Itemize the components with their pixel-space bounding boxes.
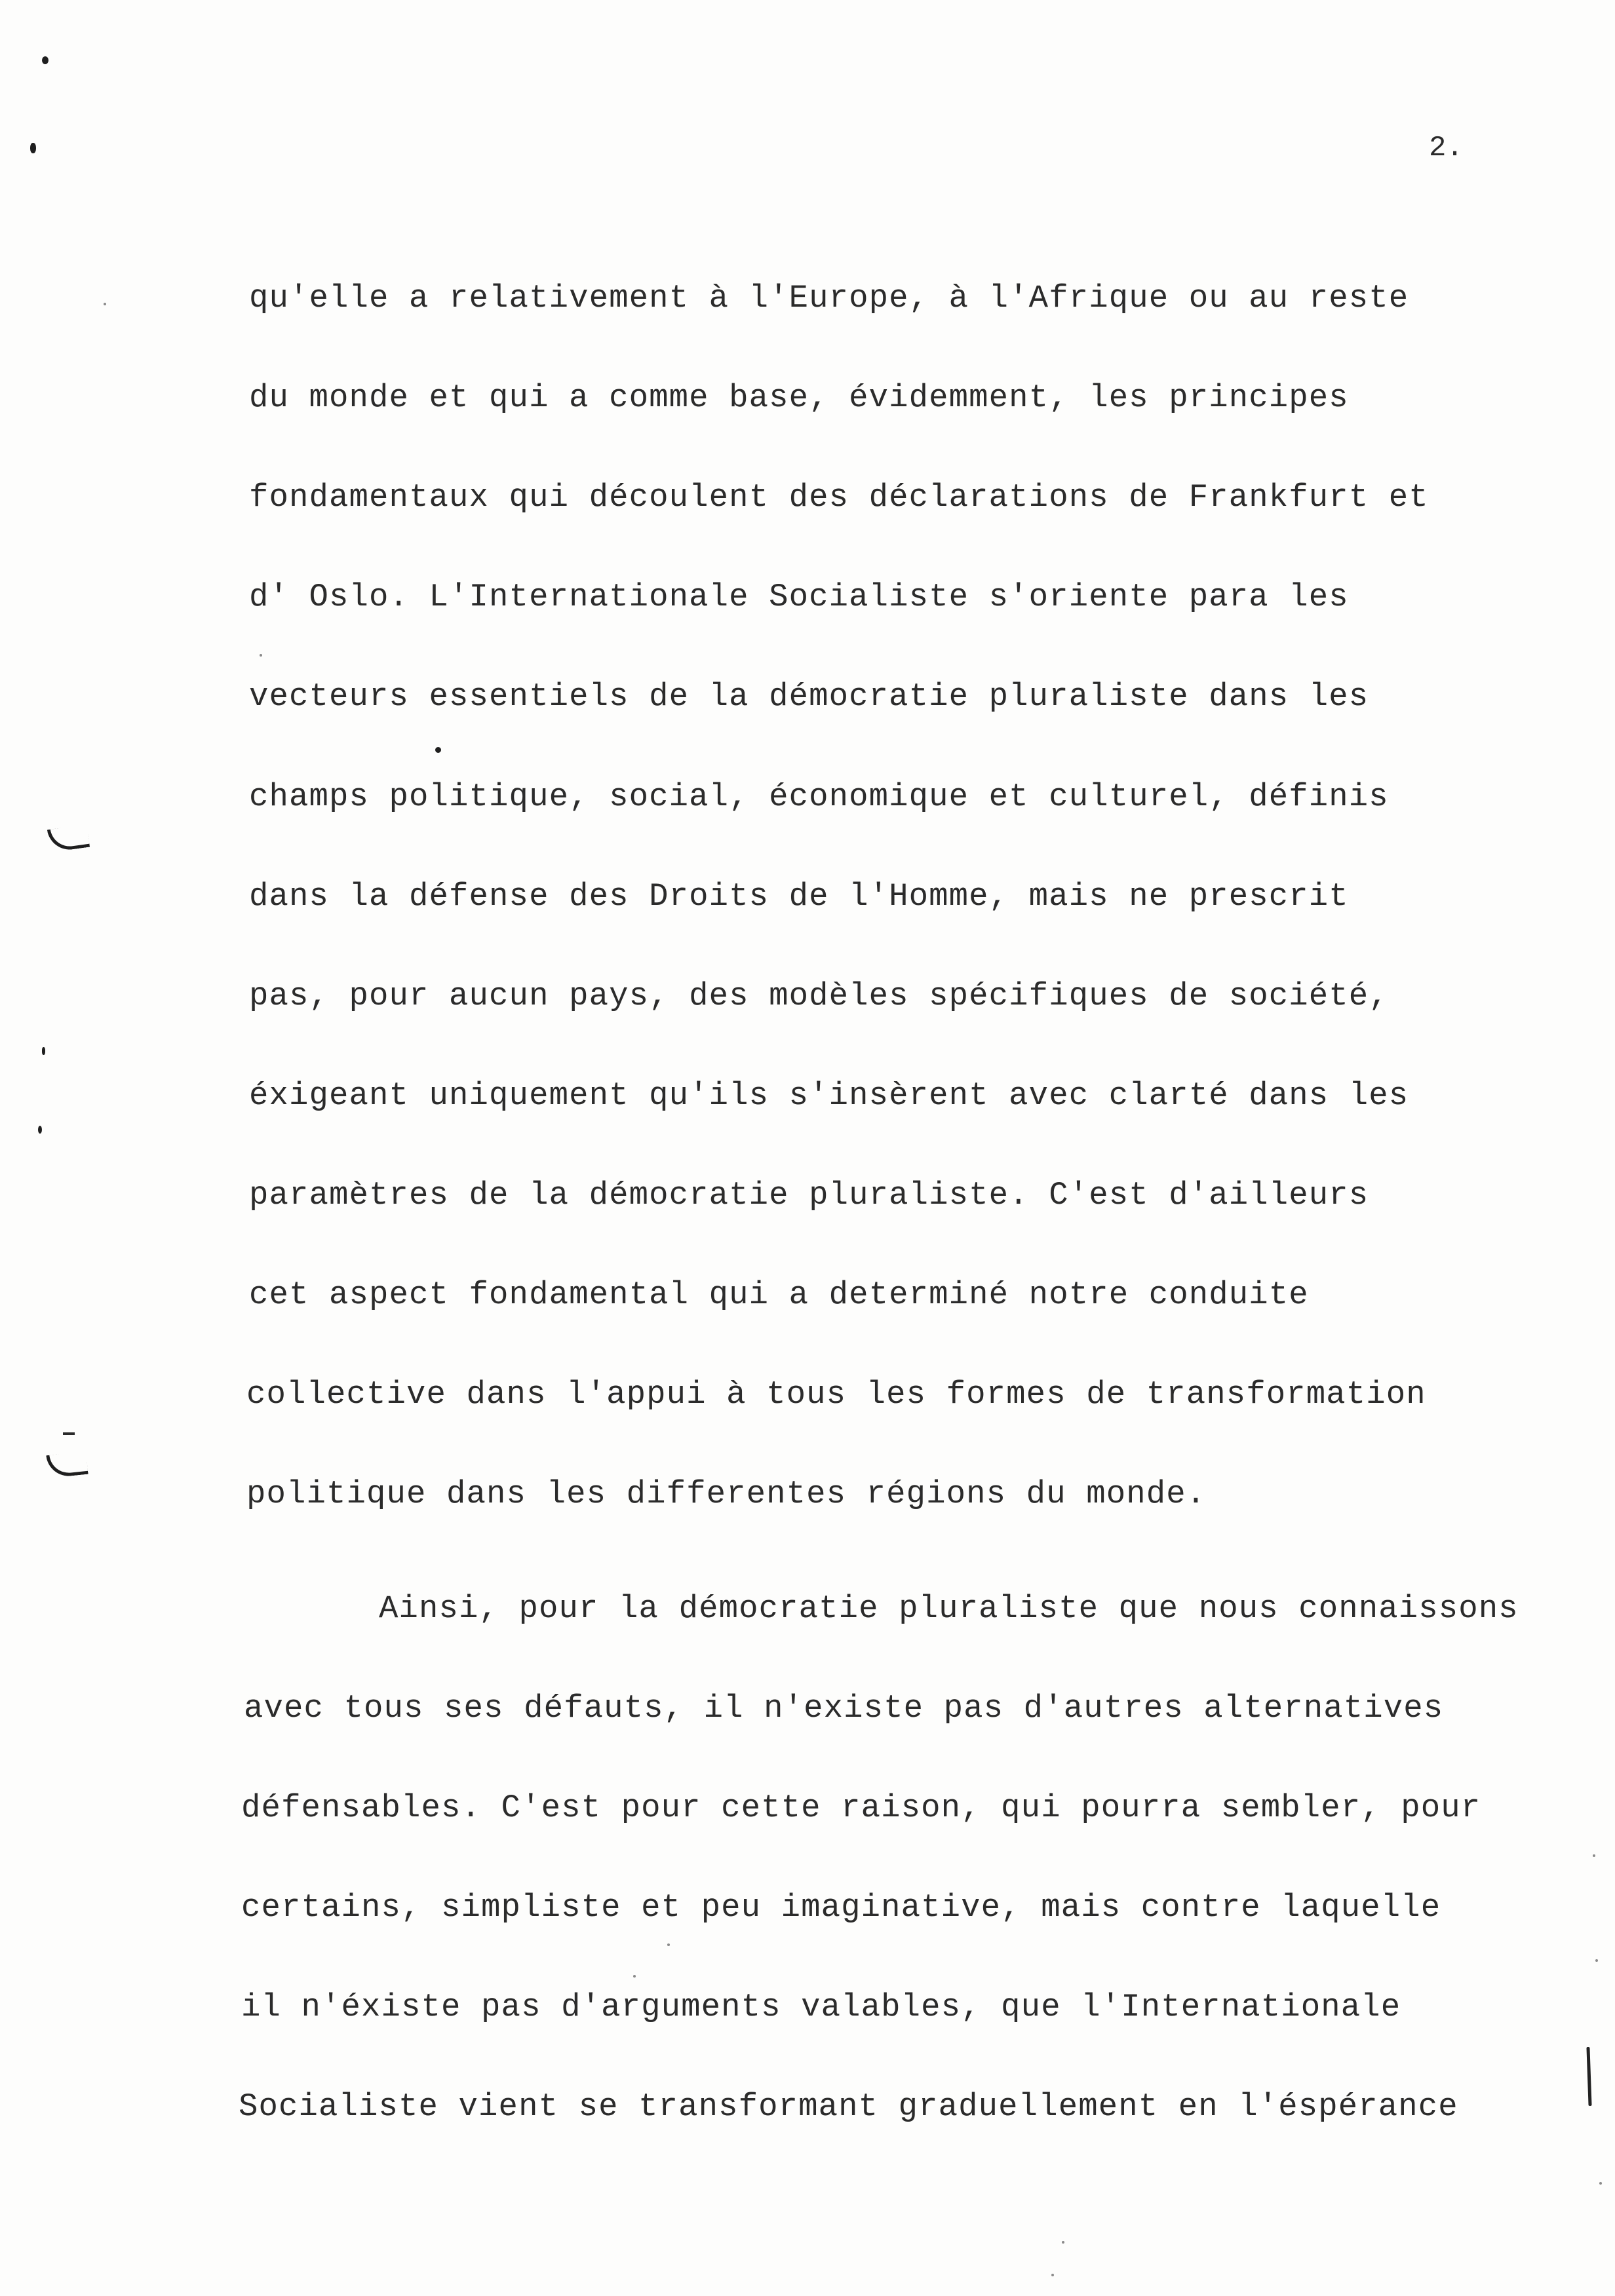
text-line: certains, simpliste et peu imaginative, mais contre laquelle xyxy=(241,1889,1441,1926)
hole-punch-mark xyxy=(46,1451,88,1478)
scan-speck xyxy=(1599,2182,1602,2185)
text-line: éxigeant uniquement qu'ils s'insèrent avec clarté dans les xyxy=(249,1077,1409,1114)
scan-speck xyxy=(1593,1854,1595,1857)
margin-mark xyxy=(38,1126,42,1134)
text-line: pas, pour aucun pays, des modèles spécifiques de société, xyxy=(249,978,1389,1014)
margin-mark xyxy=(42,56,49,64)
text-line: Ainsi, pour la démocratie pluraliste que nous connaissons xyxy=(379,1590,1519,1627)
scan-speck xyxy=(667,1943,670,1946)
scan-speck xyxy=(633,1975,636,1978)
margin-mark xyxy=(1586,2047,1591,2106)
margin-mark xyxy=(63,1432,75,1435)
margin-mark xyxy=(30,143,36,153)
text-line: champs politique, social, économique et culturel, définis xyxy=(249,778,1389,815)
text-line: défensables. C'est pour cette raison, qui pourra sembler, pour xyxy=(241,1789,1481,1826)
scan-speck xyxy=(1051,2274,1054,2276)
hole-punch-mark xyxy=(47,824,90,852)
page-number: 2. xyxy=(1429,132,1464,164)
text-line: il n'éxiste pas d'arguments valables, que l'Internationale xyxy=(241,1989,1401,2025)
text-line: avec tous ses défauts, il n'existe pas d'autres alternatives xyxy=(244,1690,1444,1727)
text-line: d' Oslo. L'Internationale Socialiste s'oriente para les xyxy=(249,579,1349,615)
text-line: cet aspect fondamental qui a determiné notre conduite xyxy=(249,1276,1309,1313)
text-line: qu'elle a relativement à l'Europe, à l'Afrique ou au reste xyxy=(249,280,1409,316)
scan-speck xyxy=(1595,1959,1598,1962)
text-line: collective dans l'appui à tous les formes de transformation xyxy=(246,1376,1426,1413)
margin-mark xyxy=(42,1047,45,1055)
text-line: du monde et qui a comme base, évidemment, les principes xyxy=(249,379,1349,416)
text-line: paramètres de la démocratie pluraliste. C'est d'ailleurs xyxy=(249,1177,1369,1214)
scan-speck xyxy=(260,654,262,657)
text-line: Socialiste vient se transformant graduellement en l'éspérance xyxy=(239,2088,1458,2125)
margin-mark xyxy=(435,747,441,753)
scan-speck xyxy=(1062,2241,1064,2244)
text-line: fondamentaux qui découlent des déclarations de Frankfurt et xyxy=(249,479,1429,516)
text-line: dans la défense des Droits de l'Homme, mais ne prescrit xyxy=(249,878,1349,915)
text-line: vecteurs essentiels de la démocratie pluraliste dans les xyxy=(249,678,1369,715)
scan-speck xyxy=(104,303,106,305)
text-line: politique dans les differentes régions du monde. xyxy=(246,1476,1207,1512)
